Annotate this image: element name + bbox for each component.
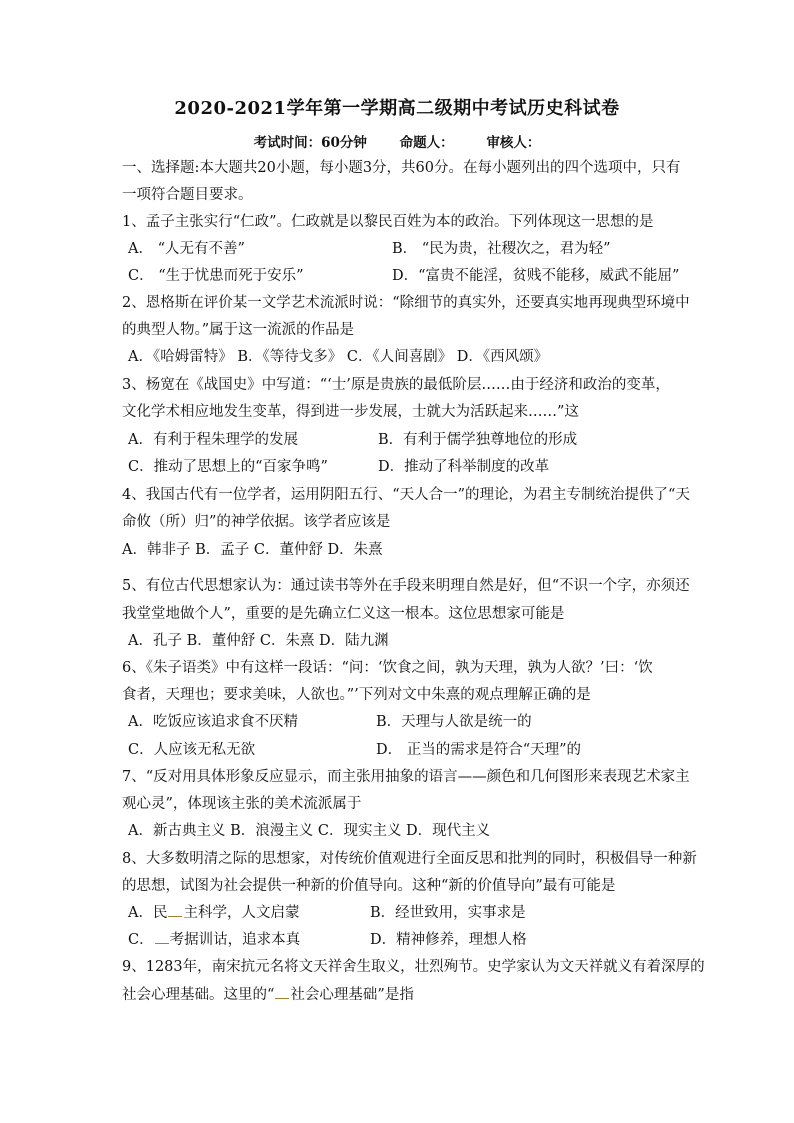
q1-option-a: A． “人无有不善” (128, 241, 245, 257)
q1-option-b: B． “民为贵，社稷次之，君为轻” (392, 241, 611, 257)
q7-options: A．新古典主义 B．浪漫主义 C．现实主义 D．现代主义 (128, 823, 491, 839)
reviewer: 审核人： (486, 135, 541, 151)
question-setter: 命题人： (399, 135, 454, 151)
q4-options: A．韩非子 B．孟子 C．董仲舒 D．朱熹 (122, 542, 383, 558)
q6-option-c: C．人应该无私无欲 (128, 742, 256, 758)
q1-option-d: D．“富贵不能淫，贫贱不能移，威武不能屈” (392, 268, 680, 284)
exam-title: 2020-2021学年第一学期高二级期中考试历史科试卷 (174, 98, 620, 119)
q1-option-c: C． “生于忧患而死于安乐” (128, 268, 304, 284)
q2-options: A．《哈姆雷特》 B．《等待戈多》 C．《人间喜剧》 D．《西风颂》 (128, 349, 549, 365)
q6-option-a: A．吃饭应该追求食不厌精 (128, 714, 298, 730)
q7-stem: 观心灵”，体现该主张的美术流派属于 (122, 796, 362, 812)
q1-stem: 1、孟子主张实行“仁政”。仁政就是以黎民百姓为本的政治。下列体现这一思想的是 (122, 214, 654, 230)
q3-option-d: D．推动了科举制度的改革 (378, 459, 550, 475)
section-intro-line: 一项符合题目要求。 (122, 187, 253, 203)
q9-stem: 9、1283年，南宋抗元名将文天祥舍生取义，壮烈殉节。史学家认为文天祥就义有着深厚的 (122, 959, 705, 975)
q8-option-a: A．民 主科学，人文启蒙 (128, 905, 300, 921)
section-intro-line: 一、选择题:本大题共20小题，每小题3分，共60分。在每小题列出的四个选项中，只有 (122, 160, 681, 176)
q8-stem: 8、大多数明清之际的思想家，对传统价值观进行全面反思和批判的同时，积极倡导一种新 (122, 851, 697, 867)
underline-mark (155, 931, 169, 944)
q5-stem: 我堂堂地做个人”，重要的是先确立仁义这一根本。这位思想家可能是 (122, 606, 565, 622)
q3-option-a: A．有利于程朱理学的发展 (128, 432, 298, 448)
q2-stem: 的典型人物。”属于这一流派的作品是 (122, 322, 355, 338)
q3-stem: 3、杨宽在《战国史》中写道：“‘士’原是贵族的最低阶层……由于经济和政治的变革， (122, 377, 670, 393)
underline-mark (168, 904, 182, 917)
q6-stem: 6、《朱子语类》中有这样一段话：“问：‘饮食之间，孰为天理，孰为人欲？’曰：‘饮 (122, 660, 653, 676)
q2-stem: 2、恩格斯在评价某一文学艺术流派时说：“除细节的真实外，还要真实地再现典型环境中 (122, 295, 690, 311)
q4-stem: 4、我国古代有一位学者，运用阴阳五行、“天人合一”的理论，为君主专制统治提供了“天 (122, 487, 690, 503)
q6-option-d: D． 正当的需求是符合“天理”的 (376, 742, 582, 758)
q9-stem: 社会心理基础。这里的“ 社会心理基础”是指 (122, 987, 414, 1003)
q3-stem: 文化学术相应地发生变革，得到进一步发展，士就大为活跃起来……”这 (122, 404, 579, 420)
q8-option-c: C． 考据训诂，追求本真 (128, 932, 301, 948)
q5-options: A．孔子 B．董仲舒 C．朱熹 D．陆九渊 (128, 633, 389, 649)
exam-time: 考试时间：60分钟 (253, 135, 367, 151)
q5-stem: 5、有位古代思想家认为：通过读书等外在手段来明理自然是好，但“不识一个字，亦须还 (122, 578, 690, 594)
q6-option-b: B．天理与人欲是统一的 (376, 714, 532, 730)
q3-option-c: C．推动了思想上的“百家争鸣” (128, 459, 328, 475)
underline-mark (275, 986, 289, 999)
exam-meta (0, 131, 794, 151)
q8-stem: 的思想，试图为社会提供一种新的价值导向。这种“新的价值导向”最有可能是 (122, 878, 616, 894)
q7-stem: 7、“反对用具体形象反应显示，而主张用抽象的语言——颜色和几何图形来表现艺术家主 (122, 769, 690, 785)
q4-stem: 命攸（所）归”的神学依据。该学者应该是 (122, 514, 391, 530)
q6-stem: 食者，天理也；要求美味，人欲也。”’下列对文中朱熹的观点理解正确的是 (122, 687, 591, 703)
q8-option-d: D．精神修养，理想人格 (370, 932, 527, 948)
q8-option-b: B．经世致用，实事求是 (370, 905, 526, 921)
q3-option-b: B．有利于儒学独尊地位的形成 (378, 432, 578, 448)
